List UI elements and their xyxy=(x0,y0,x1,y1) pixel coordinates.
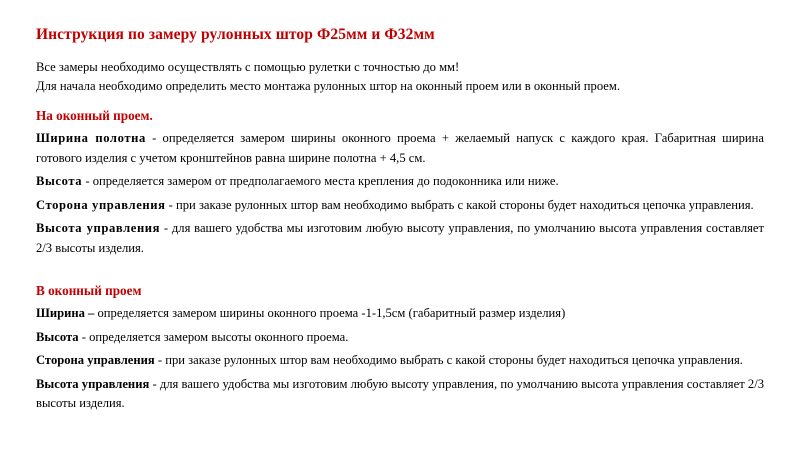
definition-text: определяется замером ширины оконного проема -1-1,5см (габаритный размер изделия) xyxy=(94,306,566,321)
definition-term: Ширина – xyxy=(36,306,95,321)
definition-term: Сторона управления xyxy=(36,197,166,212)
definition-item xyxy=(36,304,764,324)
section-inside-items xyxy=(36,304,764,414)
intro-line-2: Для начала необходимо определить место монтажа рулонных штор на оконный проем или в оконный проем. xyxy=(36,79,620,94)
definition-text: - при заказе рулонных штор вам необходимо выбрать с какой стороны будет находиться цепочка управления. xyxy=(165,197,754,212)
definition-term: Высота управления xyxy=(36,221,161,236)
definition-item xyxy=(36,129,764,168)
definition-term: Ширина полотна xyxy=(36,131,146,146)
definition-term: Высота xyxy=(36,174,83,189)
definition-term: Высота управления xyxy=(36,376,150,391)
definition-text: - определяется замером высоты оконного проема. xyxy=(78,329,349,344)
definition-term: Высота xyxy=(36,329,79,344)
definition-item xyxy=(36,328,764,348)
definition-text: - для вашего удобства мы изготовим любую высоту управления, по умолчанию высота управления составляет 2/3 высоты изделия. xyxy=(36,376,764,411)
definition-item xyxy=(36,172,764,192)
section-heading-inside: В оконный проем xyxy=(36,282,142,298)
intro-block xyxy=(36,58,764,97)
definition-term: Сторона управления xyxy=(36,353,155,368)
definition-text: - при заказе рулонных штор вам необходимо выбрать с какой стороны будет находиться цепочка управления. xyxy=(154,353,743,368)
definition-text: - определяется замером ширины оконного проема + желаемый напуск с каждого края. Габаритная ширина готового изделия с учетом кронштейнов равна ширине полотна + 4,5 см. xyxy=(36,131,764,165)
definition-item xyxy=(36,196,764,216)
page-title: Инструкция по замеру рулонных штор Ф25мм и Ф32мм xyxy=(36,26,435,43)
section-outside-items xyxy=(36,129,764,258)
definition-text: - определяется замером от предполагаемого места крепления до подоконника или ниже. xyxy=(82,174,559,189)
definition-item xyxy=(36,375,764,414)
definition-item xyxy=(36,351,764,371)
section-heading-outside: На оконный проем. xyxy=(36,107,153,123)
intro-line-1: Все замеры необходимо осуществлять с помощью рулетки с точностью до мм! xyxy=(36,59,460,74)
definition-item xyxy=(36,219,764,258)
definition-text: - для вашего удобства мы изготовим любую высоту управления, по умолчанию высота управления составляет 2/3 высоты изделия. xyxy=(36,221,764,255)
